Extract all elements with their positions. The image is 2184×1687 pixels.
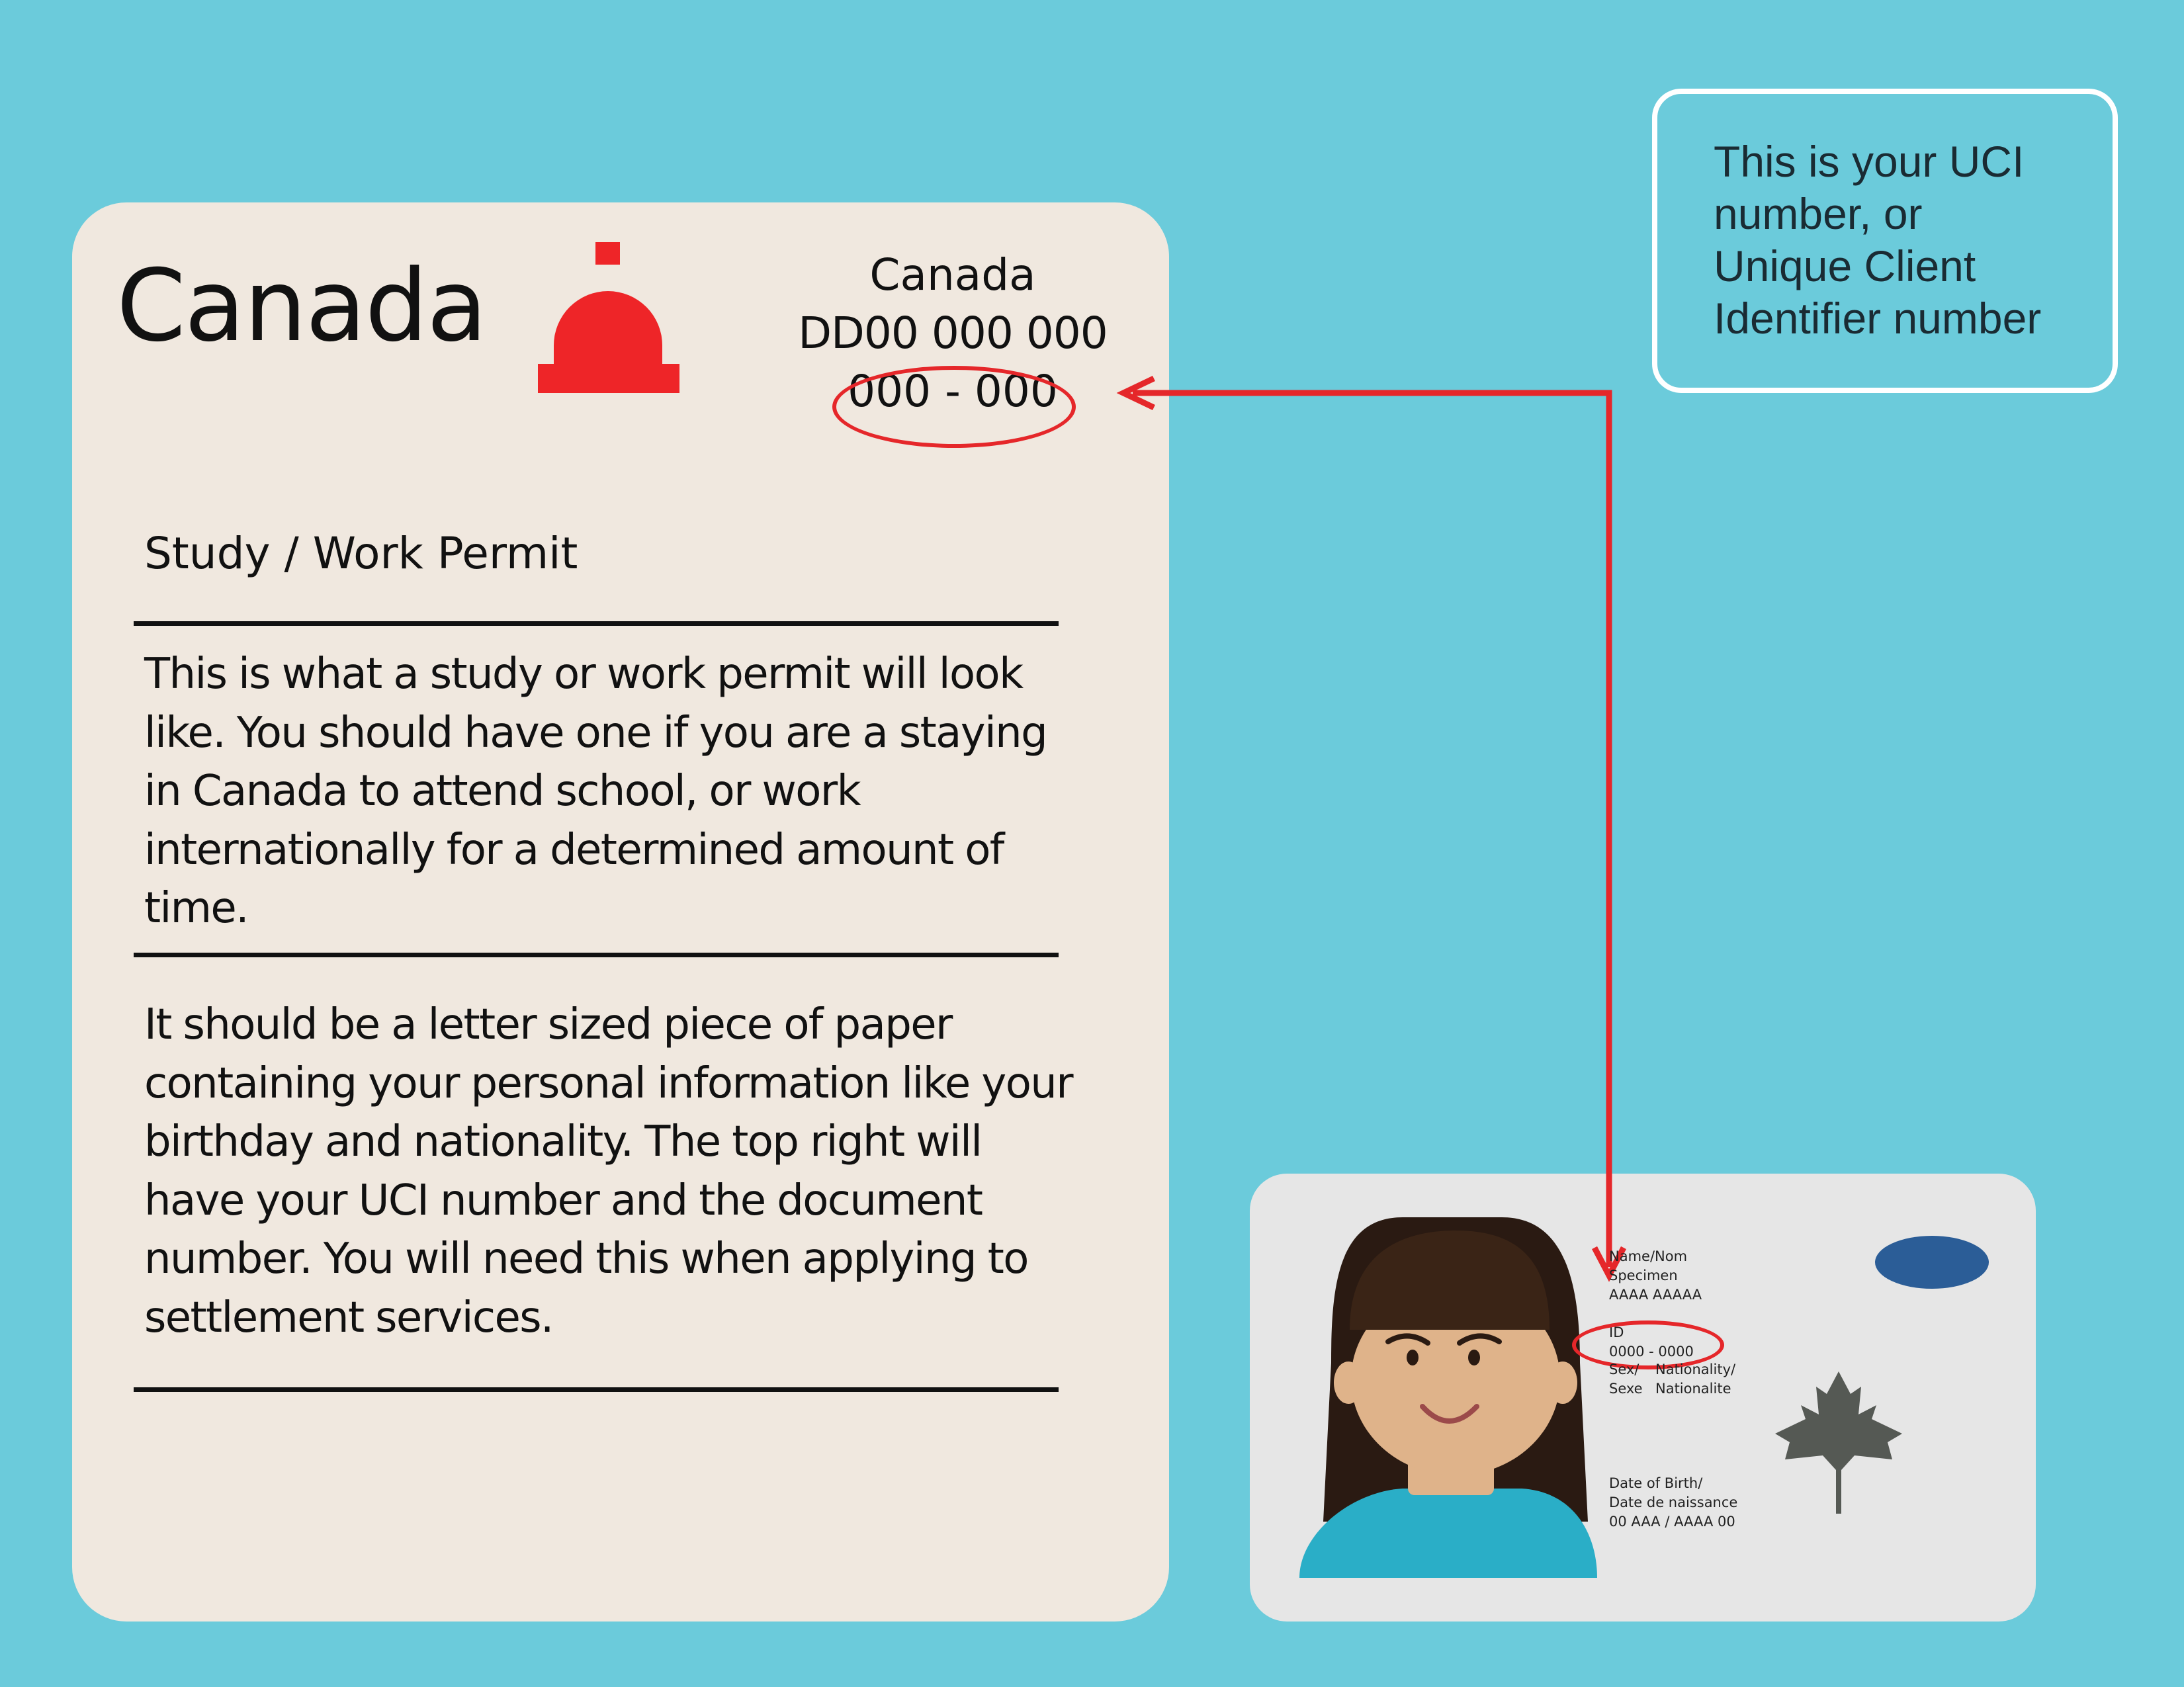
id-sex-field xyxy=(1609,1360,1643,1399)
id-sex-label-fr: Sexe xyxy=(1609,1381,1643,1397)
paragraph-line: internationally for a determined amount of xyxy=(144,825,1004,875)
emblem-icon xyxy=(538,242,679,393)
paragraph-line: have your UCI number and the document xyxy=(144,1176,983,1225)
paragraph-line: settlement services. xyxy=(144,1293,553,1342)
paragraph-line: in Canada to attend school, or work xyxy=(144,767,861,816)
id-sex-label: Sex/ xyxy=(1609,1362,1639,1377)
permit-uci-number: 000 - 000 xyxy=(848,366,1058,417)
arrow-icon xyxy=(1123,378,1624,1276)
callout-line: Identifier number xyxy=(1714,294,2042,343)
paragraph-line: It should be a letter sized piece of paper xyxy=(144,1000,952,1049)
id-dob-label: Date of Birth/ xyxy=(1609,1475,1703,1491)
callout-line: This is your UCI xyxy=(1714,137,2025,186)
id-nationality-label-fr: Nationalite xyxy=(1655,1381,1731,1397)
permit-document-number: DD00 000 000 xyxy=(798,308,1108,359)
id-dob-field xyxy=(1609,1474,1737,1532)
portrait-icon xyxy=(1299,1217,1597,1578)
id-dob-value: 00 AAA / AAAA 00 xyxy=(1609,1514,1735,1530)
id-number-label: ID xyxy=(1609,1324,1624,1340)
id-name-code: AAAA AAAAA xyxy=(1609,1287,1702,1303)
permit-title: Study / Work Permit xyxy=(144,528,578,579)
paragraph-line: like. You should have one if you are a staying xyxy=(144,708,1047,757)
maple-leaf-icon xyxy=(1775,1371,1902,1514)
paragraph-line: birthday and nationality. The top right will xyxy=(144,1117,982,1166)
paragraph-line: containing your personal information like your xyxy=(144,1059,1072,1108)
id-nationality-label: Nationality/ xyxy=(1655,1362,1736,1377)
id-nationality-field xyxy=(1655,1360,1735,1399)
id-name-value: Specimen xyxy=(1609,1268,1678,1283)
paragraph-line: This is what a study or work permit will look xyxy=(144,650,1023,699)
id-number-value: 0000 - 0000 xyxy=(1609,1344,1694,1360)
paragraph-line: number. You will need this when applying to xyxy=(144,1234,1028,1283)
id-dob-label-fr: Date de naissance xyxy=(1609,1494,1738,1510)
callout-line: Unique Client xyxy=(1714,241,1976,290)
paragraph-line: time. xyxy=(144,884,248,933)
id-name-label: Name/Nom xyxy=(1609,1248,1688,1264)
permit-country-title: Canada xyxy=(116,249,486,364)
callout-line: number, or xyxy=(1714,189,1923,238)
id-name-field xyxy=(1609,1247,1702,1305)
permit-header-country: Canada xyxy=(869,249,1036,300)
